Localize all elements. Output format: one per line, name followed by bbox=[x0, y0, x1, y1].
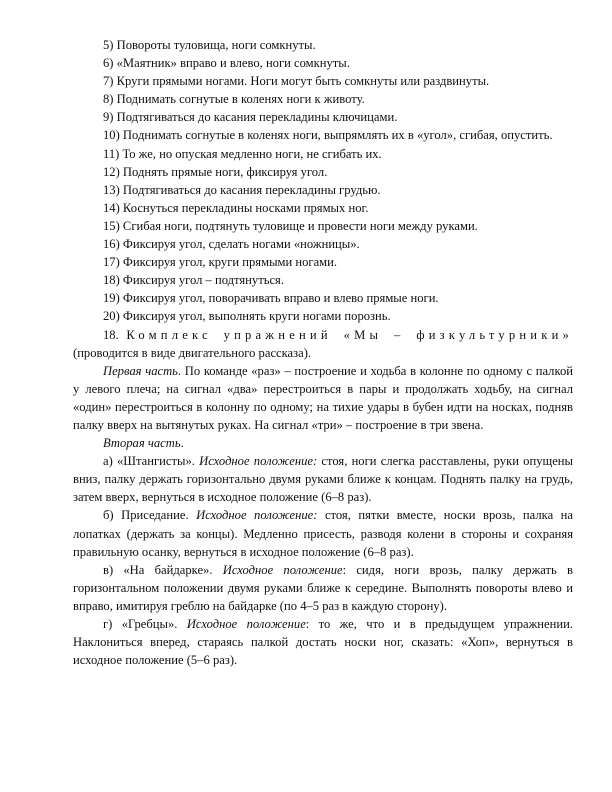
exercise-text: стоя, пятки вместе, носки врозь, палка на лопатках (держать за концы). Медленно присесть, разводя колени в стороны и сохраняя правильную осанку, вернуться в исходное положение (6–8 раз). bbox=[73, 508, 573, 559]
list-item: 12) Поднять прямые ноги, фиксируя угол. bbox=[103, 164, 328, 179]
list-item: 9) Подтягиваться до касания перекладины ключицами. bbox=[103, 110, 398, 125]
exercise-paragraph bbox=[73, 561, 573, 615]
list-item: 15) Сгибая ноги, подтянуть туловище и провести ноги между руками. bbox=[103, 218, 478, 233]
list-item: 18) Фиксируя угол – подтянуться. bbox=[103, 273, 284, 288]
section-heading bbox=[73, 326, 573, 344]
exercise-list bbox=[73, 36, 573, 326]
exercise-title: в) «На байдарке». bbox=[103, 562, 223, 577]
list-item: 20) Фиксируя угол, выполнять круги ногами порознь. bbox=[103, 309, 391, 324]
list-item: 7) Круги прямыми ногами. Ноги могут быть сомкнуты или раздвинуты. bbox=[103, 74, 490, 89]
section-18 bbox=[73, 326, 573, 670]
list-item: 6) «Маятник» вправо и влево, ноги сомкнуты. bbox=[103, 56, 350, 71]
exercise-paragraph bbox=[73, 452, 573, 506]
start-position-label: Исходное положение: bbox=[199, 454, 318, 469]
part-1-text: . По команде «раз» – построение и ходьба в колонне по одному с палкой у левого плеча; на сигнал «два» перестроиться в пары и продолжать ходьбу, на сигнал «один» перестроиться в колонну по одному; на тихие удары в бубен идти на носках, подняв палку вверх на вытянутых руках. На сигнал «три» – построение в три звена. bbox=[73, 363, 573, 432]
exercise-title: б) Приседание. bbox=[103, 508, 197, 523]
exercise-paragraph bbox=[73, 506, 573, 560]
list-item: 8) Поднимать согнутые в коленях ноги к животу. bbox=[103, 92, 365, 107]
list-item: 16) Фиксируя угол, сделать ногами «ножницы». bbox=[103, 237, 360, 252]
section-number: 18. bbox=[103, 327, 119, 342]
exercise-paragraph bbox=[73, 615, 573, 669]
part-2-label: Вторая часть bbox=[103, 436, 181, 451]
part-2-heading: Вторая часть. bbox=[103, 436, 184, 451]
list-item: 19) Фиксируя угол, поворачивать вправо и влево прямые ноги. bbox=[103, 291, 439, 306]
part-1-paragraph bbox=[73, 362, 573, 434]
start-position-label: Исходное положение bbox=[222, 562, 343, 577]
exercise-text: стоя, ноги слегка расставлены, руки опущены вниз, палку держать горизонтально двумя руками ближе к концам. Поднять палку на грудь, затем вверх, вернуться в исходное положение (6–8 раз). bbox=[73, 454, 573, 505]
section-note: (проводится в виде двигательного рассказа). bbox=[73, 345, 312, 360]
section-title: Комплекс упражнений «Мы – физкультурники» bbox=[126, 327, 574, 342]
list-item: 13) Подтягиваться до касания перекладины грудью. bbox=[103, 182, 381, 197]
list-item: 17) Фиксируя угол, круги прямыми ногами. bbox=[103, 255, 338, 270]
exercise-title: г) «Гребцы». bbox=[103, 617, 187, 631]
page-content bbox=[73, 36, 573, 669]
exercise-text: : то же, что и в предыдущем упражнении. Наклониться вперед, стараясь палкой достать носки ног, сказать: «Хоп», вернуться в исходное положение (5–6 раз). bbox=[73, 617, 573, 668]
exercise-title: а) «Штангисты». bbox=[103, 454, 200, 469]
part-1-label: Первая часть bbox=[103, 363, 178, 378]
list-item: 14) Коснуться перекладины носками прямых ног. bbox=[103, 200, 369, 215]
list-item: 5) Повороты туловища, ноги сомкнуты. bbox=[103, 38, 316, 52]
list-item: 10) Поднимать согнутые в коленях ноги, выпрямлять их в «угол», сгибая, опустить. bbox=[103, 128, 553, 143]
start-position-label: Исходное положение: bbox=[196, 508, 318, 523]
list-item: 11) То же, но опуская медленно ноги, не сгибать их. bbox=[103, 146, 382, 161]
exercise-text: : сидя, ноги врозь, палку держать в горизонтальном положении двумя руками ближе к середине. Выполнять повороты влево и вправо, имитируя греблю на байдарке (по 4–5 раз в каждую сторону). bbox=[73, 562, 573, 613]
start-position-label: Исходное положение bbox=[186, 617, 306, 631]
